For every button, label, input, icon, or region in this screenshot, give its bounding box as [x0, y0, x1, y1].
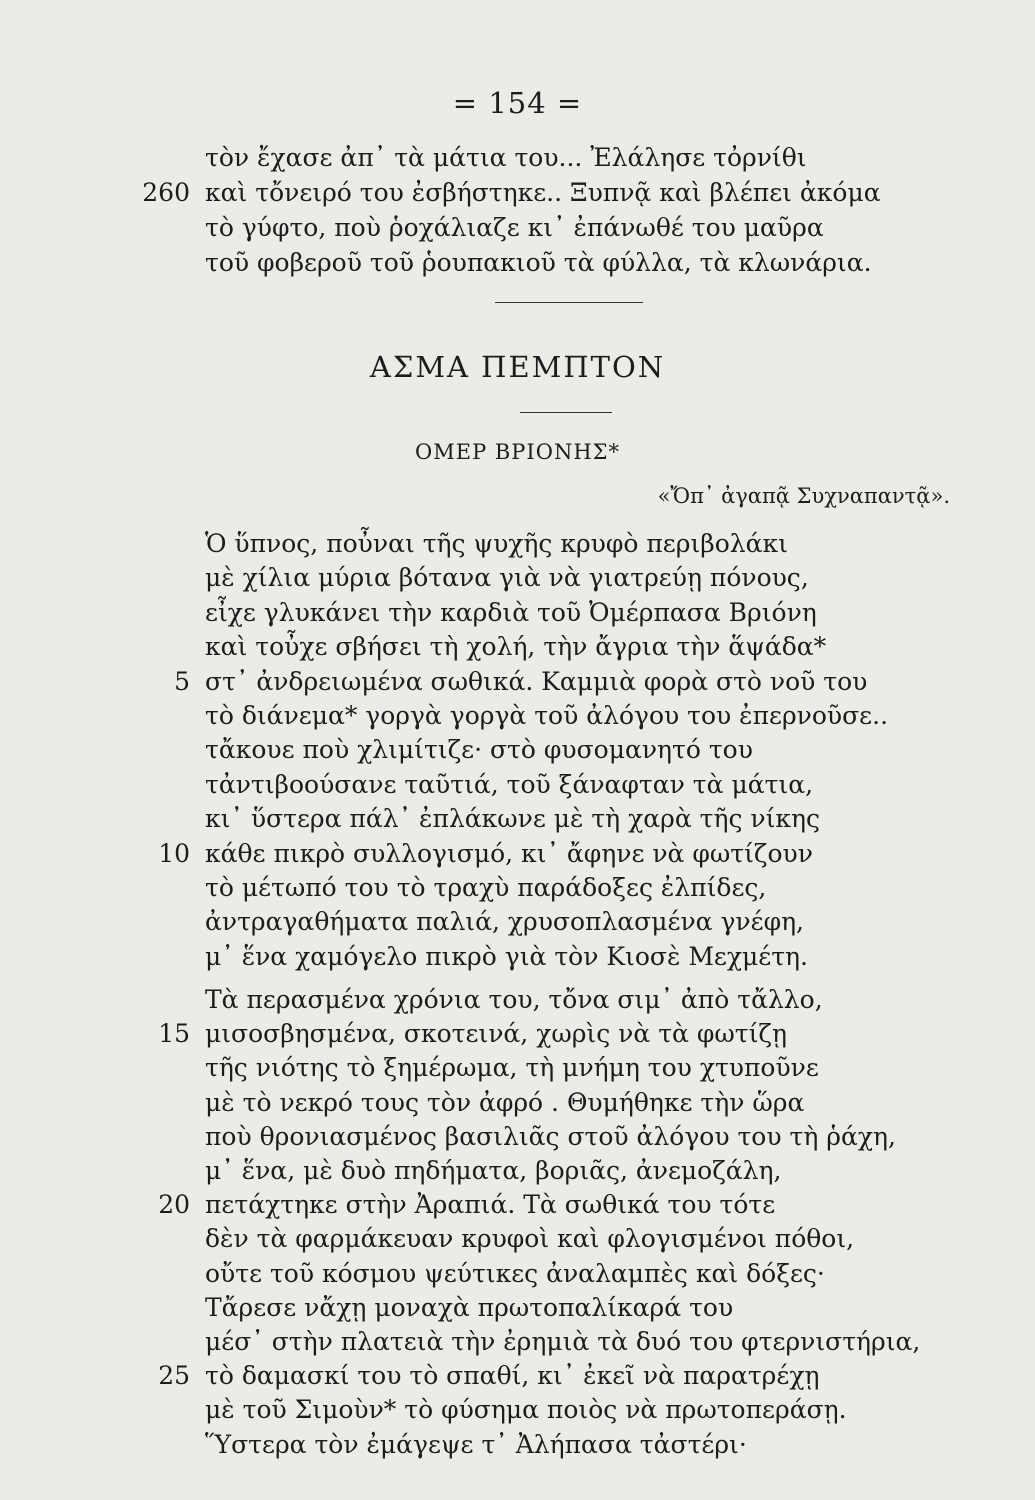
verse-line: μ᾿ ἕνα χαμόγελο πικρὸ γιὰ τὸν Κιοσὲ Μεχμέτη. [205, 941, 808, 971]
verse-line: μὲ τοῦ Σιμοὺν* τὸ φύσημα ποιὸς νὰ πρωτοπεράσῃ. [205, 1395, 847, 1425]
verse-line: δὲν τὰ φαρμάκευαν κρυφοὶ καὶ φλογισμένοι πόθοι, [205, 1224, 855, 1254]
epigraph: «Ὄπ᾿ ἀγαπᾷ Συχναπαντᾷ». [657, 484, 950, 508]
verse-line: μέσ᾿ στὴν πλατειὰ τὴν ἐρημιὰ τὰ δυό του φτερνιστήρια, [205, 1327, 921, 1356]
verse-line: τῆς νιότης τὸ ξημέρωμα, τὴ μνήμη του χτυποῦνε [205, 1053, 819, 1083]
verse-line: εἶχε γλυκάνει τὴν καρδιὰ τοῦ Ὀμέρπασα Βριόνη [205, 597, 817, 627]
section-divider-bottom [520, 412, 612, 413]
verse-line: στ᾿ ἀνδρειωμένα σωθικά. Καμμιὰ φορὰ στὸ νοῦ του [205, 666, 868, 696]
verse-line: Τἄρεσε νἄχῃ μοναχὰ πρωτοπαλίκαρά του [205, 1292, 734, 1322]
verse-line: ποὺ θρονιασμένος βασιλιᾶς στοῦ ἀλόγου του τὴ ῥάχη, [205, 1121, 896, 1151]
verse-line: μ᾿ ἕνα, μὲ δυὸ πηδήματα, βοριᾶς, ἀνεμοζάλη, [205, 1156, 782, 1185]
section-title: ΑΣΜΑ ΠΕΜΠΤΟΝ [369, 350, 666, 384]
verse-line: τοῦ φοβεροῦ τοῦ ῥουπακιοῦ τὰ φύλλα, τὰ κλωνάρια. [205, 248, 872, 277]
verse-line: τἄκουε ποὺ χλιμίτιζε· στὸ φυσομανητό του [205, 735, 753, 765]
verse-line: καὶ τὄνειρό του ἐσβήστηκε.. Ξυπνᾷ καὶ βλέπει ἀκόμα [205, 178, 881, 207]
verse-line: πετάχτηκε στὴν Ἀραπιά. Τὰ σωθικά του τότε [205, 1190, 776, 1220]
section-divider-top [495, 302, 643, 303]
verse-line: τὸν ἔχασε ἀπ᾿ τὰ μάτια του... Ἐλάλησε τὀρνίθι [205, 143, 807, 172]
verse-line: μισοσβησμένα, σκοτεινά, χωρὶς νὰ τὰ φωτίζῃ [205, 1019, 787, 1049]
verse-line: κι᾿ ὕστερα πάλ᾿ ἐπλάκωνε μὲ τὴ χαρὰ τῆς νίκης [205, 804, 821, 834]
verse-line: τὸ μέτωπό του τὸ τραχὺ παράδοξες ἐλπίδες, [205, 873, 767, 902]
verse-line: καὶ τοὖχε σβήσει τὴ χολή, τὴν ἄγρια τὴν ἅψάδα* [205, 632, 827, 662]
line-number: 5 [174, 666, 190, 696]
verse-line: οὔτε τοῦ κόσμου ψεύτικες ἀναλαμπὲς καὶ δόξες· [205, 1258, 825, 1288]
verse-line: τὸ διάνεμα* γοργὰ γοργὰ τοῦ ἀλόγου του ἐπερνοῦσε.. [205, 701, 889, 730]
line-number: 260 [142, 178, 190, 207]
verse-line: Ὁ ὕπνος, ποὖναι τῆς ψυχῆς κρυφὸ περιβολάκι [205, 529, 788, 558]
poem-title: ΟΜΕΡ ΒΡΙΟΝΗΣ* [415, 440, 620, 464]
verse-line: μὲ χίλια μύρια βότανα γιὰ νὰ γιατρεύῃ πόνους, [205, 563, 809, 593]
line-number: 15 [158, 1019, 190, 1049]
verse-line: τὸ δαμασκί του τὸ σπαθί, κι᾿ ἐκεῖ νὰ παρατρέχῃ [205, 1361, 820, 1391]
line-number: 25 [158, 1361, 190, 1391]
verse-line: μὲ τὸ νεκρό τους τὸν ἀφρό . Θυμήθηκε τὴν ὥρα [205, 1087, 805, 1117]
verse-line: Τὰ περασμένα χρόνια του, τὄνα σιμ᾿ ἀπὸ τἄλλο, [205, 985, 823, 1014]
verse-line: τὸ γύφτο, ποὺ ῥοχάλιαζε κι᾿ ἐπάνωθέ του μαῦρα [205, 213, 824, 242]
verse-line: Ὕστερα τὸν ἐμάγεψε τ᾿ Ἀλήπασα τἀστέρι· [205, 1429, 747, 1459]
page-number: = 154 = [452, 86, 583, 120]
verse-line: κάθε πικρὸ συλλογισμό, κι᾿ ἄφηνε νὰ φωτίζουν [205, 838, 813, 868]
line-number: 20 [158, 1190, 190, 1220]
verse-line: τἀντιβοούσανε ταῦτιά, τοῦ ξάναφταν τὰ μάτια, [205, 769, 814, 799]
verse-line: ἀντραγαθήματα παλιά, χρυσοπλασμένα γνέφη, [205, 907, 804, 937]
line-number: 10 [158, 838, 190, 868]
